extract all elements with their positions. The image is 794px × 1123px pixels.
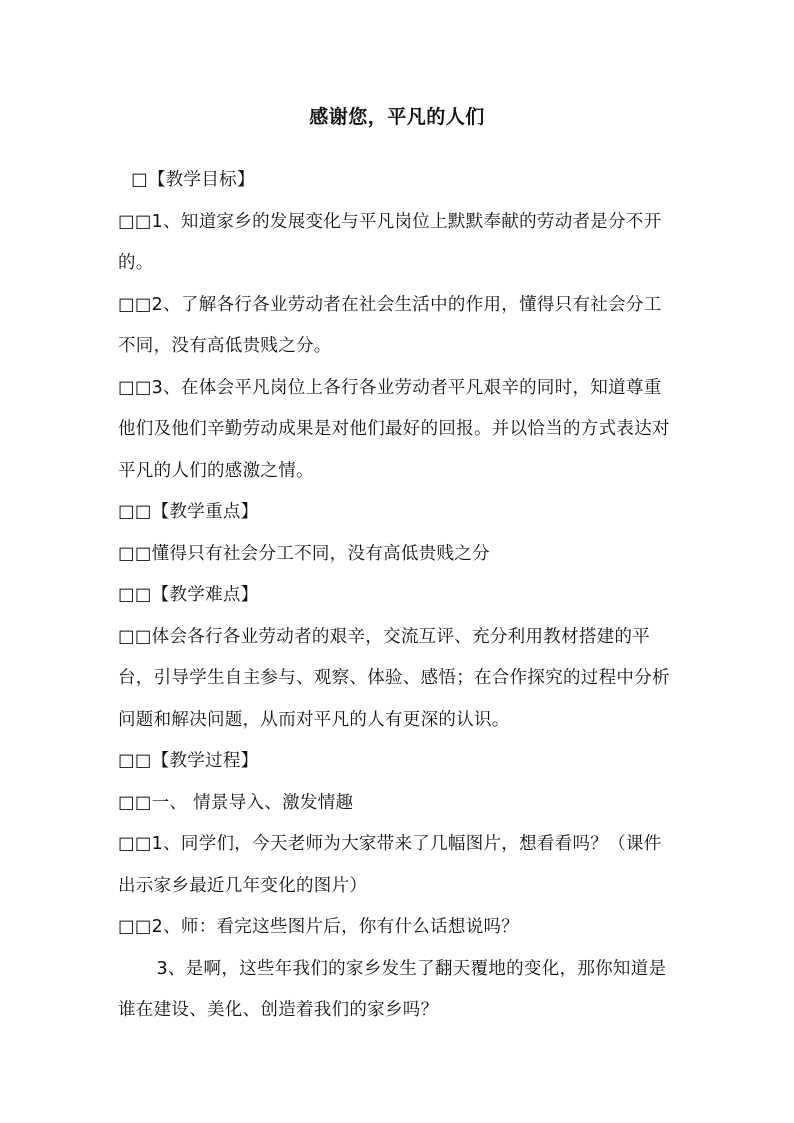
section-heading-difficulties: □□【教学难点】 [118, 585, 259, 605]
objective-3: □□3、在体会平凡岗位上各行各业劳动者平凡艰辛的同时，知道尊重他们及他们辛勤劳动成果是对他们最好的回报。并以恰当的方式表达对平凡的人们的感激之情。 [118, 377, 670, 481]
process-item-3: 3、是啊，这些年我们的家乡发生了翻天覆地的变化，那你知道是谁在建设、美化、创造着我们的家乡吗？ [118, 958, 667, 1020]
process-step-intro: □□一、 情景导入、激发情趣 [118, 792, 354, 813]
difficulty-text: □□体会各行各业劳动者的艰辛，交流互评、充分利用教材搭建的平台，引导学生自主参与、观察、体验、感悟；在合作探究的过程中分析问题和解决问题，从而对平凡的人有更深的认识。 [118, 626, 670, 730]
objective-2: □□2、了解各行各业劳动者在社会生活中的作用，懂得只有社会分工不同，没有高低贵贱之分。 [118, 294, 662, 356]
section-heading-objectives: □【教学目标】 [131, 170, 255, 190]
process-item-2: □□2、师：看完这些图片后，你有什么话想说吗？ [118, 917, 520, 937]
document-body [118, 160, 678, 1032]
objective-1: □□1、知道家乡的发展变化与平凡岗位上默默奉献的劳动者是分不开的。 [118, 211, 662, 273]
key-point-text: □□懂得只有社会分工不同，没有高低贵贱之分 [118, 543, 490, 564]
document-title: 感谢您，平凡的人们 [309, 106, 485, 128]
process-item-1: □□1、同学们，今天老师为大家带来了几幅图片，想看看吗？（课件出示家乡最近几年变化的图片） [118, 834, 662, 896]
section-heading-process: □□【教学过程】 [118, 751, 259, 771]
section-heading-key-points: □□【教学重点】 [118, 502, 259, 522]
